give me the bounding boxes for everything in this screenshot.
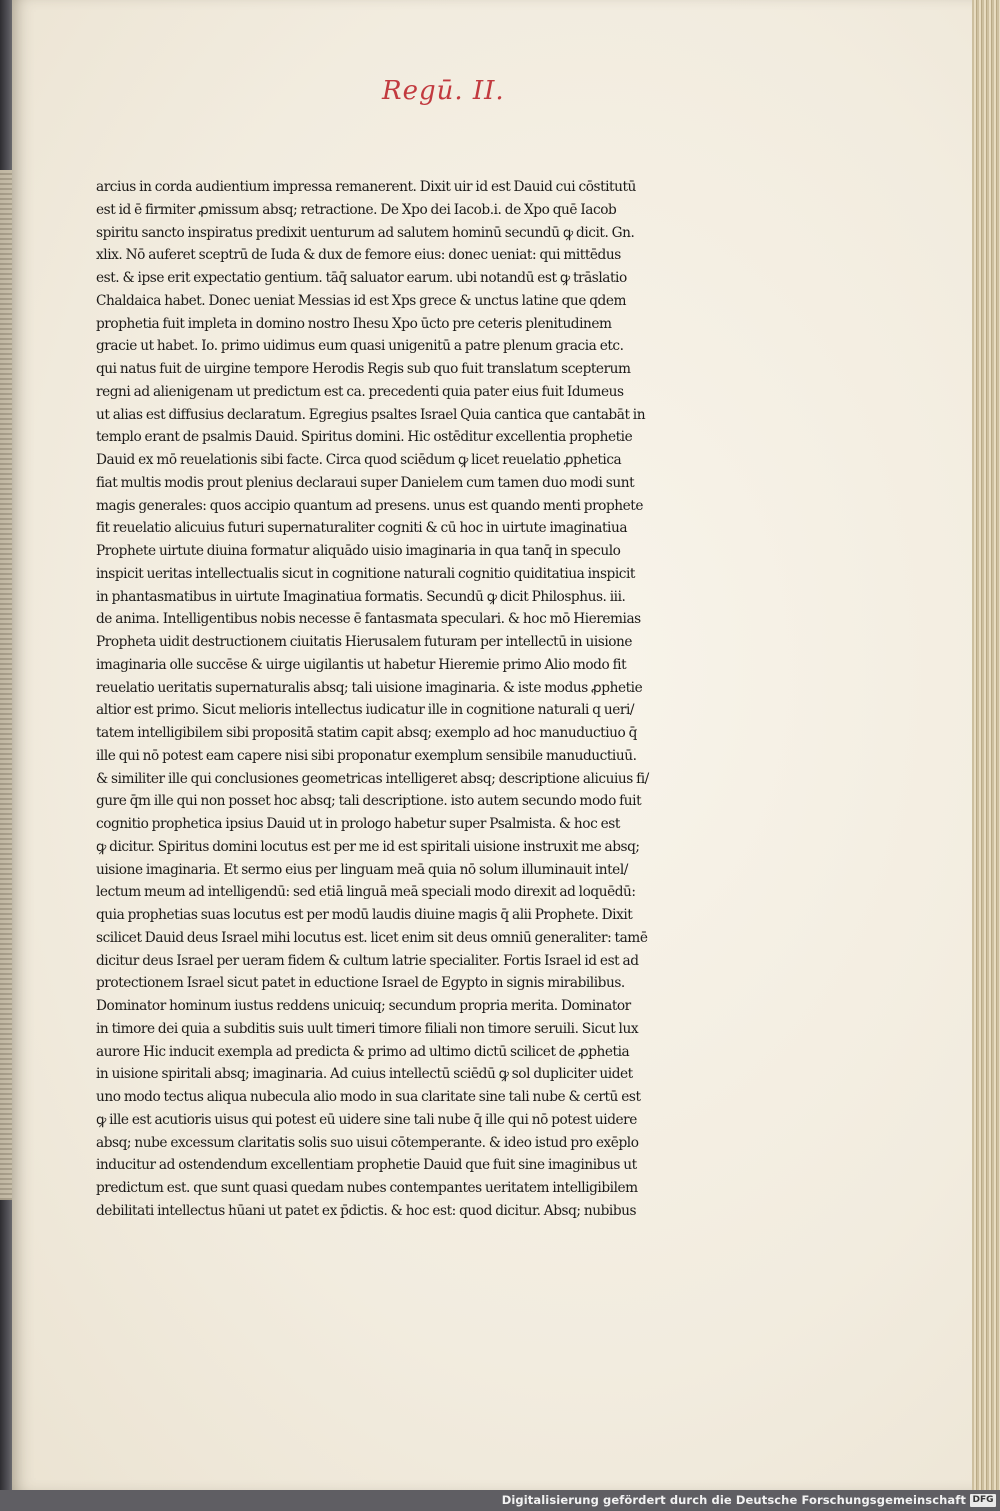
text-line: dicitur deus Israel per ueram fidem & cultum latrie specialiter. Fortis Israel id est ad [96,952,639,969]
dfg-logo-icon: DFG [970,1494,996,1507]
text-line: est. & ipse erit expectatio gentium. tāq̄ saluator earum. ubi notandū est ꝙ trāslatio [96,270,627,286]
text-line: altior est primo. Sicut melioris intellectus iudicatur ille in cognitione naturali q ueri/ [96,702,635,719]
text-line: Prophete uirtute diuina formatur aliquādo uisio imaginaria in qua tanq̄ in speculo [96,543,621,559]
text-line: absq; nube excessum claritatis solis suo uisui cōtemperante. & ideo istud pro exēplo [96,1134,639,1151]
text-line: in timore dei quia a subditis suis uult timeri timore filiali non timore seruili. Sicut lux [96,1020,639,1037]
text-line: arcius in corda audientium impressa remanerent. Dixit uir id est Dauid cui cōstitutū [96,179,636,195]
text-line: ꝙ dicitur. Spiritus domini locutus est per me id est spiritali uisione instruxit me absq; [96,838,640,855]
text-line: tatem intelligibilem sibi propositā statim capit absq; exemplo ad hoc manuductiuo q̄ [96,725,637,741]
text-line: cognitio prophetica ipsius Dauid ut in prologo habetur super Psalmista. & hoc est [96,816,620,832]
text-line: spiritu sancto inspiratus predixit uenturum ad salutem hominū secundū ꝙ dicit. Gn. [96,224,635,241]
text-line: regni ad alienigenam ut predictum est ca. precedenti quia pater eius fuit Idumeus [96,383,624,400]
text-line: Chaldaica habet. Donec ueniat Messias id est Xps grece & unctus latine que qdem [96,292,627,309]
text-block [96,176,724,1223]
text-line: debilitati intellectus hūani ut patet ex p̄dictis. & hoc est: quod dicitur. Absq; nubibus [96,1202,637,1219]
text-line: magis generales: quos accipio quantum ad presens. unus est quando menti prophete [96,497,643,514]
text-line: scilicet Dauid deus Israel mihi locutus est. licet enim sit deus omniū generaliter: tamē [96,929,648,946]
text-line: aurore Hic inducit exempla ad predicta & primo ad ultimo dictū scilicet de ꝓphetia [96,1043,630,1060]
page-stack-edge [972,0,1000,1492]
text-line: templo erant de psalmis Dauid. Spiritus domini. Hic ostēditur excellentia prophetie [96,429,633,446]
text-line: in phantasmatibus in uirtute Imaginatiua formatis. Secundū ꝙ dicit Philosphus. iii. [96,588,626,605]
text-line: xlix. Nō auferet sceptrū de Iuda & dux de femore eius: donec ueniat: qui mittēdus [96,247,621,264]
text-line: inducitur ad ostendendum excellentiam prophetie Dauid que fuit sine imaginibus ut [96,1157,637,1174]
text-line: predictum est. que sunt quasi quedam nubes contempantes ueritatem intelligibilem [96,1180,638,1196]
funding-credit: Digitalisierung gefördert durch die Deutsche Forschungsgemeinschaft [501,1493,966,1507]
text-line: in uisione spiritali absq; imaginaria. Ad cuius intellectū sciēdū ꝙ sol dupliciter uidet [96,1066,633,1083]
text-line: qui natus fuit de uirgine tempore Herodis Regis sub quo fuit translatum scepterum [96,361,631,377]
text-line: Dominator hominum iustus reddens unicuiq; secundum propria merita. Dominator [96,998,631,1014]
text-line: gracie ut habet. Io. primo uidimus eum quasi unigenitū a patre plenum gracia etc. [96,338,624,355]
text-line: uisione imaginaria. Et sermo eius per linguam meā quia nō solum illuminauit intel/ [96,861,628,878]
text-line: fit reuelatio alicuius futuri supernaturaliter cogniti & cū hoc in uirtute imaginatiua [96,520,628,537]
text-line: ꝙ ille est acutioris uisus qui potest eū uidere sine tali nube q̄ ille qui nō potest uidere [96,1111,637,1128]
text-line: reuelatio ueritatis supernaturalis absq; tali uisione imaginaria. & iste modus ꝓphetie [96,679,643,696]
text-line: protectionem Israel sicut patet in eductione Israel de Egypto in signis mirabilibus. [96,975,625,992]
text-line: Propheta uidit destructionem ciuitatis Hierusalem futuram per intellectū in uisione [96,634,633,650]
text-line: inspicit ueritas intellectualis sicut in cognitione naturali cognitio quiditatiua inspicit [96,565,635,582]
text-line: Dauid ex mō reuelationis sibi facte. Circa quod sciēdum ꝙ licet reuelatio ꝓphetica [96,452,622,468]
text-line: prophetia fuit impleta in domino nostro Ihesu Xpo ūcto pre ceteris plenitudinem [96,315,612,332]
text-line: gure q̄m ille qui non posset hoc absq; tali descriptione. isto autem secundo modo fuit [96,793,642,810]
running-head: Regū. II. [382,76,505,106]
text-line: fiat multis modis prout plenius declaraui super Danielem cum tamen duo modi sunt [96,474,635,491]
text-line: uno modo tectus aliqua nubecula alio modo in sua claritate sine tali nube & certū est [96,1089,641,1105]
book-page [12,0,973,1490]
text-line: de anima. Intelligentibus nobis necesse ē fantasmata speculari. & hoc mō Hieremias [96,611,641,628]
text-line: quia prophetias suas locutus est per modū laudis diuine magis q̄ alii Prophete. Dixit [96,907,633,923]
text-line: ut alias est diffusius declaratum. Egregius psaltes Israel Quia cantica que cantabāt in [96,406,646,423]
text-line: ille qui nō potest eam capere nisi sibi proponatur exemplum sensibile manuductiuū. [96,747,637,764]
text-line: est id ē firmiter ꝓmissum absq; retractione. De Xpo dei Iacob.i. de Xpo quē Iacob [96,201,617,218]
text-line: imaginaria olle succēse & uirge uigilantis ut habetur Hieremie primo Alio modo fit [96,656,627,673]
text-line: & similiter ille qui conclusiones geometricas intelligeret absq; descriptione alicuius fi/ [96,770,649,787]
text-line: lectum meum ad intelligendū: sed etiā linguā meā speciali modo direxit ad loquēdū: [96,884,636,901]
